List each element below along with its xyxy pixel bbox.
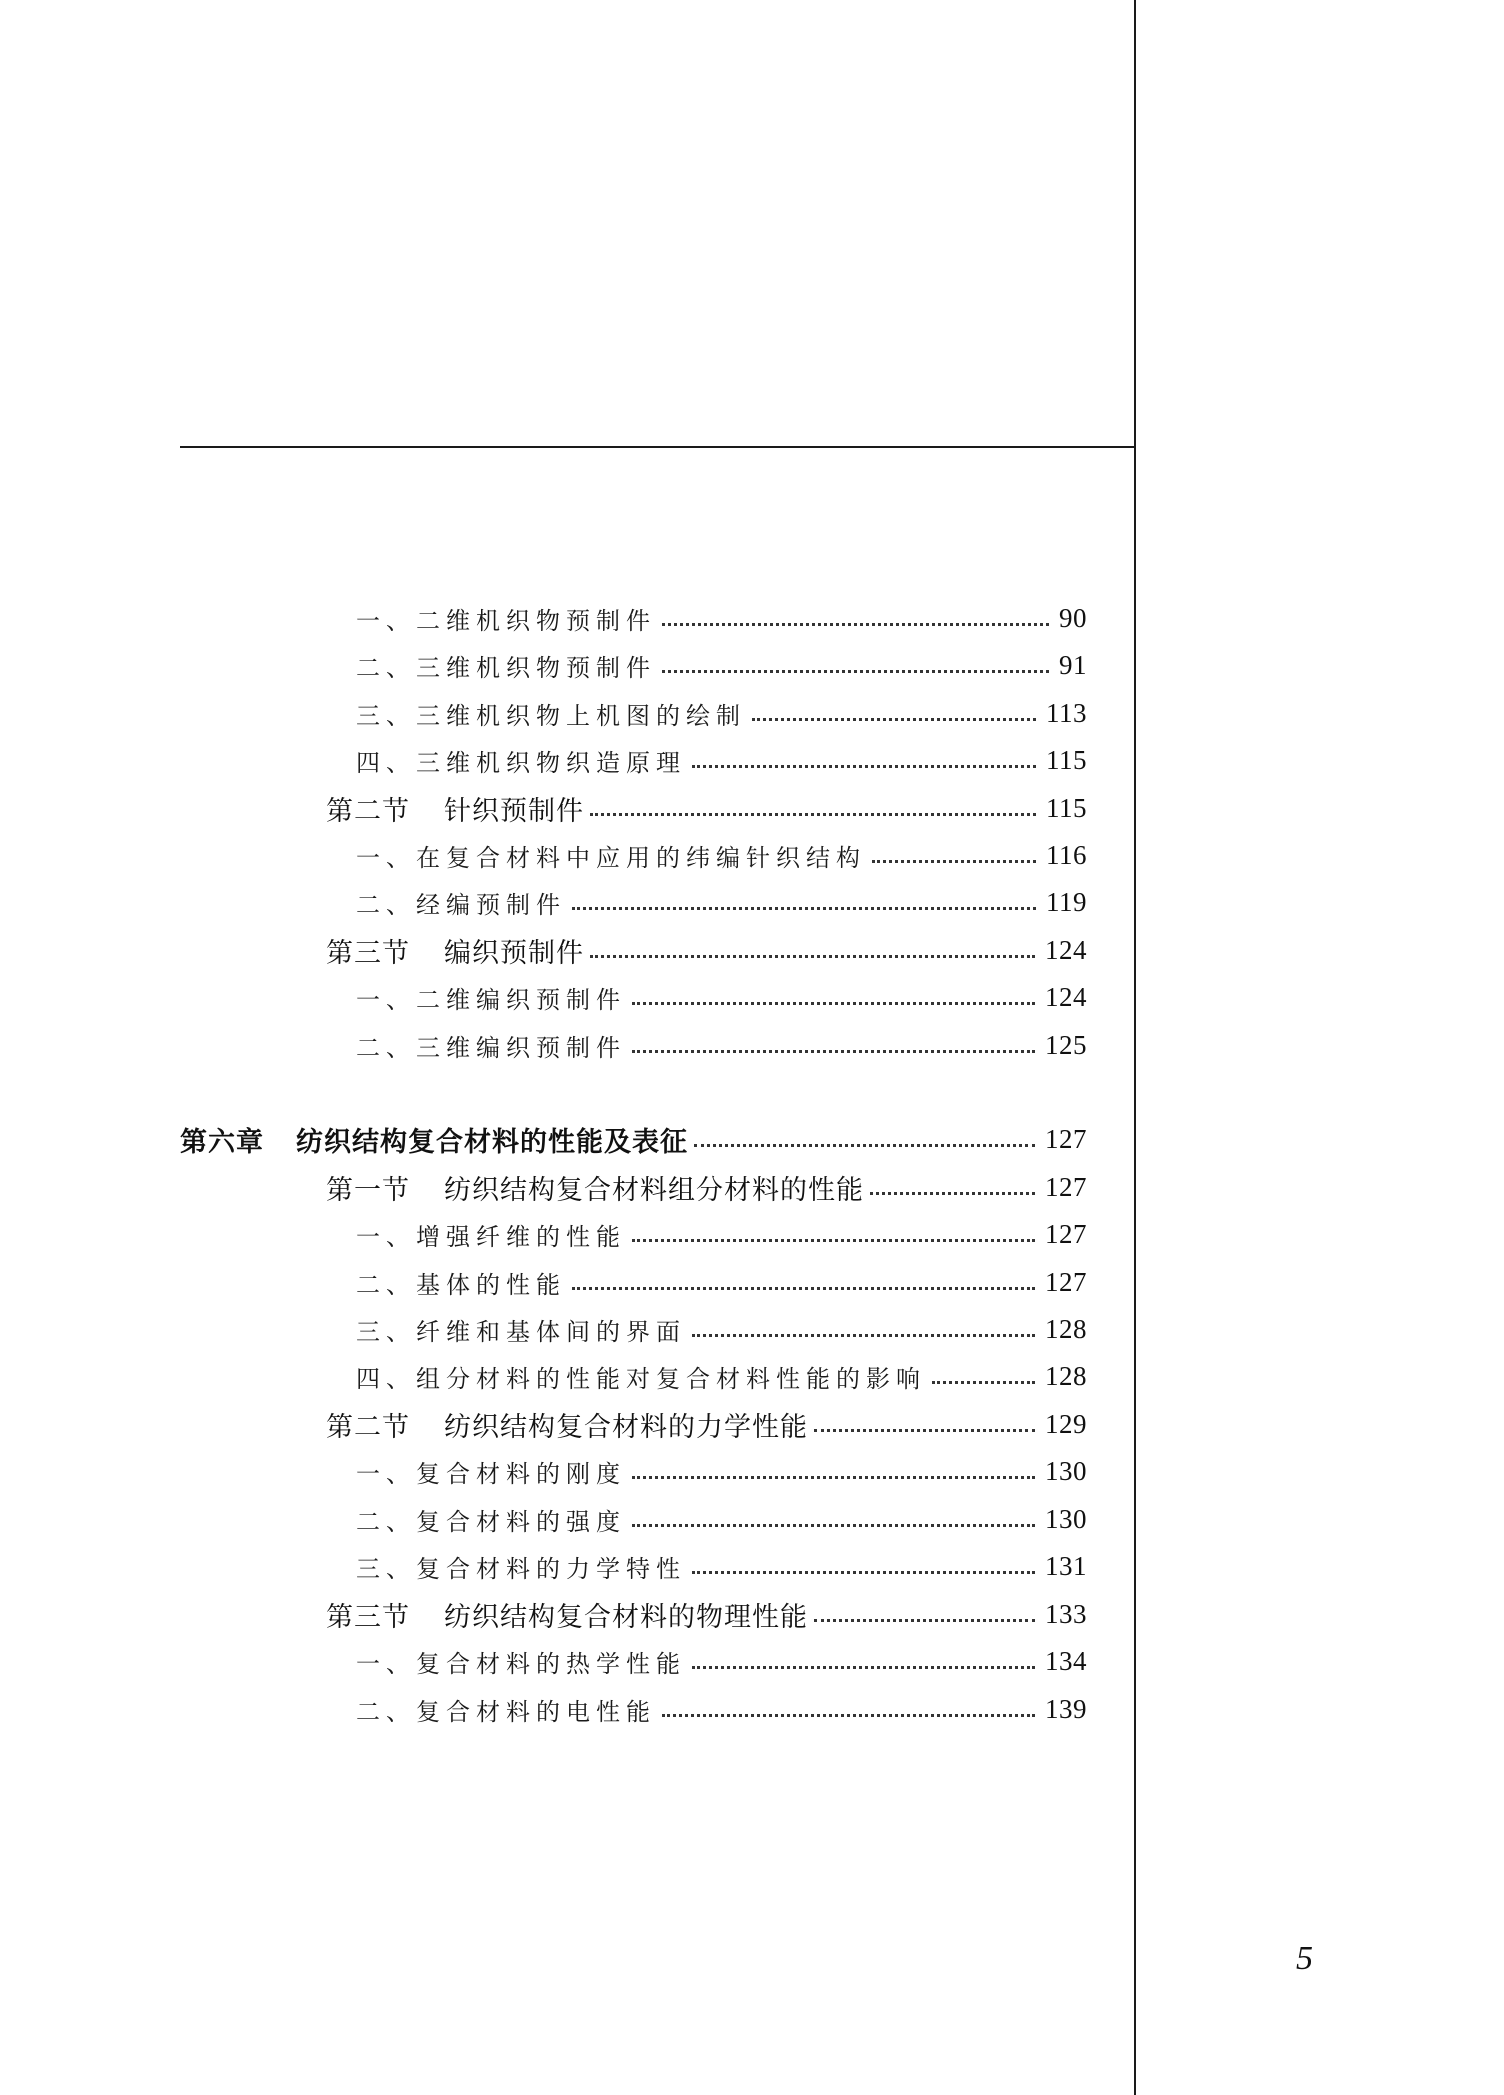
dot-leader: [814, 1428, 1035, 1432]
chapter-title: 纺织结构复合材料的性能及表征: [296, 1126, 688, 1158]
toc-entry-item[interactable]: [356, 1025, 1087, 1065]
dot-leader: [872, 859, 1036, 863]
toc-page-number: 91: [1059, 649, 1087, 680]
toc-entry-item[interactable]: [356, 1309, 1087, 1349]
toc-page-number: 115: [1046, 792, 1087, 823]
toc-item-title: 三、三维机织物上机图的绘制: [356, 701, 746, 730]
dot-leader: [692, 1333, 1035, 1337]
dot-leader: [590, 812, 1036, 816]
toc-page-number: 115: [1046, 744, 1087, 775]
dot-leader: [870, 1191, 1035, 1195]
toc-item-title: 一、复合材料的热学性能: [356, 1649, 686, 1678]
section-title: 纺织结构复合材料组分材料的性能: [444, 1174, 864, 1206]
toc-entry-item[interactable]: [356, 740, 1087, 780]
toc-item-title: 一、在复合材料中应用的纬编针织结构: [356, 843, 866, 872]
page-number: 5: [1296, 1940, 1313, 1977]
toc-item-title: 二、复合材料的强度: [356, 1507, 626, 1536]
toc-page-number: 125: [1045, 1029, 1087, 1060]
toc-page-number: 116: [1046, 839, 1087, 870]
dot-leader: [632, 1238, 1035, 1242]
toc-item-title: 一、二维机织物预制件: [356, 606, 656, 635]
toc-page-number: 124: [1045, 981, 1087, 1012]
chapter-label: 第六章: [180, 1126, 264, 1158]
toc-entry-item[interactable]: [356, 977, 1087, 1017]
toc-item-title: 二、复合材料的电性能: [356, 1697, 656, 1726]
dot-leader: [752, 717, 1036, 721]
toc-page-number: 119: [1046, 886, 1087, 917]
toc-page-number: 131: [1045, 1550, 1087, 1581]
toc-page-number: 129: [1045, 1408, 1087, 1439]
dot-leader: [692, 764, 1036, 768]
toc-entry-item[interactable]: [356, 1546, 1087, 1586]
toc-item-title: 一、增强纤维的性能: [356, 1222, 626, 1251]
section-title: 编织预制件: [444, 937, 584, 969]
dot-leader: [662, 669, 1049, 673]
toc-page-number: 113: [1046, 697, 1087, 728]
toc-entry-section[interactable]: [326, 930, 1087, 970]
section-title: 针织预制件: [444, 795, 584, 827]
toc-entry-item[interactable]: [356, 1214, 1087, 1254]
toc-entry-item[interactable]: [356, 693, 1087, 733]
toc-item-title: 二、三维机织物预制件: [356, 653, 656, 682]
toc-page-number: 127: [1045, 1123, 1087, 1154]
toc-page-number: 130: [1045, 1455, 1087, 1486]
section-label: 第二节: [326, 1411, 410, 1443]
section-heading: [326, 931, 584, 970]
toc-item-title: 一、复合材料的刚度: [356, 1459, 626, 1488]
dot-leader: [694, 1143, 1035, 1147]
dot-leader: [632, 1049, 1035, 1053]
toc-page-number: 130: [1045, 1503, 1087, 1534]
toc-page-number: 127: [1045, 1218, 1087, 1249]
section-label: 第一节: [326, 1174, 410, 1206]
toc-item-title: 二、三维编织预制件: [356, 1033, 626, 1062]
toc-entry-item[interactable]: [356, 1356, 1087, 1396]
section-label: 第二节: [326, 795, 410, 827]
toc-page-number: 134: [1045, 1645, 1087, 1676]
section-label: 第三节: [326, 1601, 410, 1633]
toc-page-number: 124: [1045, 934, 1087, 965]
toc-page-number: 133: [1045, 1598, 1087, 1629]
toc-entry-item[interactable]: [356, 1499, 1087, 1539]
dot-leader: [632, 1001, 1035, 1005]
dot-leader: [814, 1618, 1035, 1622]
section-title: 纺织结构复合材料的物理性能: [444, 1601, 808, 1633]
toc-entry-item[interactable]: [356, 645, 1087, 685]
toc-item-title: 三、纤维和基体间的界面: [356, 1317, 686, 1346]
toc-entry-section[interactable]: [326, 1167, 1087, 1207]
dot-leader: [692, 1665, 1035, 1669]
toc-page-number: 127: [1045, 1266, 1087, 1297]
toc-entry-section[interactable]: [326, 1404, 1087, 1444]
toc-page-number: 128: [1045, 1313, 1087, 1344]
toc-page-number: 127: [1045, 1171, 1087, 1202]
toc-entry-item[interactable]: [356, 1689, 1087, 1729]
toc-entry-item[interactable]: [356, 1641, 1087, 1681]
dot-leader: [632, 1523, 1035, 1527]
dot-leader: [572, 906, 1036, 910]
chapter-heading: [180, 1120, 688, 1159]
dot-leader: [590, 954, 1035, 958]
toc-page-number: 139: [1045, 1693, 1087, 1724]
dot-leader: [632, 1475, 1035, 1479]
toc-item-title: 二、经编预制件: [356, 890, 566, 919]
toc-entry-section[interactable]: [326, 788, 1087, 828]
dot-leader: [662, 1713, 1035, 1717]
toc-entry-chapter[interactable]: [180, 1119, 1087, 1159]
toc-page-number: 128: [1045, 1360, 1087, 1391]
section-label: 第三节: [326, 937, 410, 969]
section-heading: [326, 1168, 864, 1207]
section-heading: [326, 789, 584, 828]
section-title: 纺织结构复合材料的力学性能: [444, 1411, 808, 1443]
toc-entry-item[interactable]: [356, 598, 1087, 638]
toc-item-title: 四、组分材料的性能对复合材料性能的影响: [356, 1364, 926, 1393]
toc-item-title: 二、基体的性能: [356, 1270, 566, 1299]
dot-leader: [932, 1380, 1035, 1384]
dot-leader: [692, 1570, 1035, 1574]
toc-entry-item[interactable]: [356, 1451, 1087, 1491]
toc-item-title: 四、三维机织物织造原理: [356, 748, 686, 777]
toc-item-title: 一、二维编织预制件: [356, 985, 626, 1014]
toc-entry-item[interactable]: [356, 835, 1087, 875]
toc-entry-item[interactable]: [356, 1262, 1087, 1302]
dot-leader: [662, 622, 1049, 626]
section-heading: [326, 1595, 808, 1634]
toc-entry-item[interactable]: [356, 882, 1087, 922]
toc-entry-section[interactable]: [326, 1594, 1087, 1634]
dot-leader: [572, 1286, 1035, 1290]
section-heading: [326, 1405, 808, 1444]
toc-page-number: 90: [1059, 602, 1087, 633]
toc-item-title: 三、复合材料的力学特性: [356, 1554, 686, 1583]
